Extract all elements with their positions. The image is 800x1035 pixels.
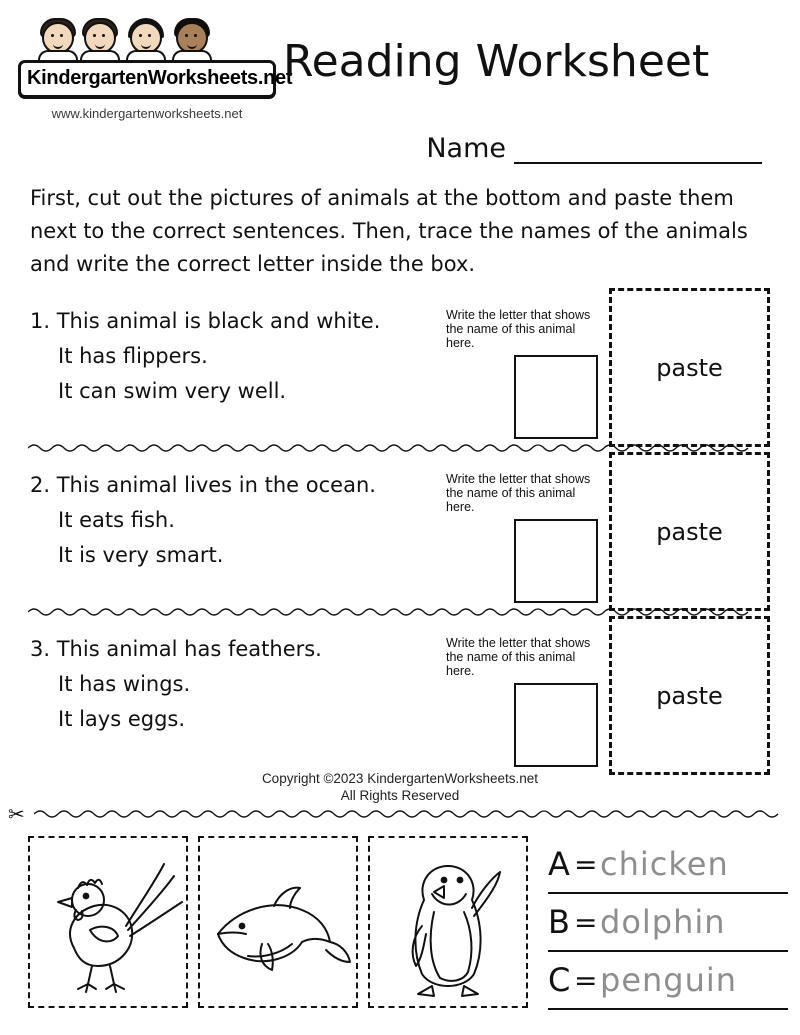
penguin-icon: [413, 866, 500, 996]
instructions-text: First, cut out the pictures of animals at the bottom and paste them next to the correct sentences. Then, trace the names of the animals and write the correct letter inside the box.: [30, 186, 748, 276]
paste-box[interactable]: paste: [609, 616, 770, 775]
question-line-2: It eats fish.: [58, 508, 175, 532]
key-equals: =: [574, 847, 598, 881]
question-number: 2.: [30, 473, 51, 497]
site-url: www.kindergartenworksheets.net: [51, 106, 243, 121]
letter-answer-box[interactable]: [514, 519, 598, 603]
paste-box[interactable]: paste: [609, 288, 770, 447]
cut-squiggle: [34, 807, 790, 825]
logo-text: KindergartenWorksheets.net: [27, 67, 293, 89]
key-letter: A: [548, 845, 570, 883]
question-text: [30, 304, 450, 409]
page-title: Reading Worksheet: [283, 36, 710, 87]
question-row: [0, 454, 800, 606]
dolphin-icon: [218, 888, 350, 970]
cutout-pictures: [28, 836, 528, 1008]
cutout-penguin[interactable]: [368, 836, 528, 1008]
cut-line: [0, 805, 800, 827]
kid-figure-icon: [124, 18, 168, 64]
key-letter: C: [548, 961, 571, 999]
key-word-trace[interactable]: penguin: [600, 961, 738, 999]
kids-illustration-icon: [28, 18, 258, 64]
key-letter: B: [548, 903, 570, 941]
questions-area: [0, 290, 800, 770]
key-row: [548, 836, 788, 894]
copyright-block: [0, 770, 800, 804]
cutout-dolphin[interactable]: [198, 836, 358, 1008]
question-line-2: It has wings.: [58, 672, 191, 696]
question-line-1: This animal lives in the ocean.: [56, 473, 376, 497]
name-field-row: [426, 133, 762, 164]
name-label: Name: [426, 133, 506, 164]
kid-figure-icon: [170, 18, 214, 64]
question-line-3: It is very smart.: [58, 543, 224, 567]
letter-box-hint: Write the letter that shows the name of this animal here.: [446, 472, 591, 514]
question-row: [0, 618, 800, 770]
letter-answer-box[interactable]: [514, 683, 598, 767]
question-line-3: It can swim very well.: [58, 379, 287, 403]
paste-box[interactable]: paste: [609, 452, 770, 611]
key-word-trace[interactable]: dolphin: [600, 903, 726, 941]
cutout-chicken[interactable]: [28, 836, 188, 1008]
scissors-icon: ✂: [8, 804, 25, 826]
kid-figure-icon: [36, 18, 80, 64]
letter-answer-group: [446, 472, 606, 603]
site-logo: [18, 18, 293, 121]
letter-box-hint: Write the letter that shows the name of this animal here.: [446, 636, 591, 678]
copyright-line-1: Copyright ©2023 KindergartenWorksheets.net: [261, 771, 539, 786]
key-equals: =: [574, 963, 598, 997]
question-number: 1.: [30, 309, 51, 333]
question-line-3: It lays eggs.: [58, 707, 186, 731]
key-word-trace[interactable]: chicken: [600, 845, 729, 883]
worksheet-header: [0, 0, 800, 164]
question-line-1: This animal has feathers.: [56, 637, 322, 661]
question-line-1: This animal is black and white.: [56, 309, 381, 333]
question-row: [0, 290, 800, 442]
copyright-line-2: All Rights Reserved: [340, 788, 460, 803]
question-text: [30, 632, 450, 737]
chicken-icon: [58, 864, 182, 992]
question-number: 3.: [30, 637, 51, 661]
letter-answer-group: [446, 308, 606, 439]
question-text: [30, 468, 450, 573]
letter-box-hint: Write the letter that shows the name of this animal here.: [446, 308, 591, 350]
key-row: [548, 894, 788, 952]
key-equals: =: [574, 905, 598, 939]
answer-key: [548, 836, 788, 1010]
logo-banner: [18, 60, 293, 98]
kid-figure-icon: [78, 18, 122, 64]
letter-answer-group: [446, 636, 606, 767]
name-input-line[interactable]: [514, 136, 762, 164]
question-line-2: It has flippers.: [58, 344, 208, 368]
letter-answer-box[interactable]: [514, 355, 598, 439]
key-row: [548, 952, 788, 1010]
